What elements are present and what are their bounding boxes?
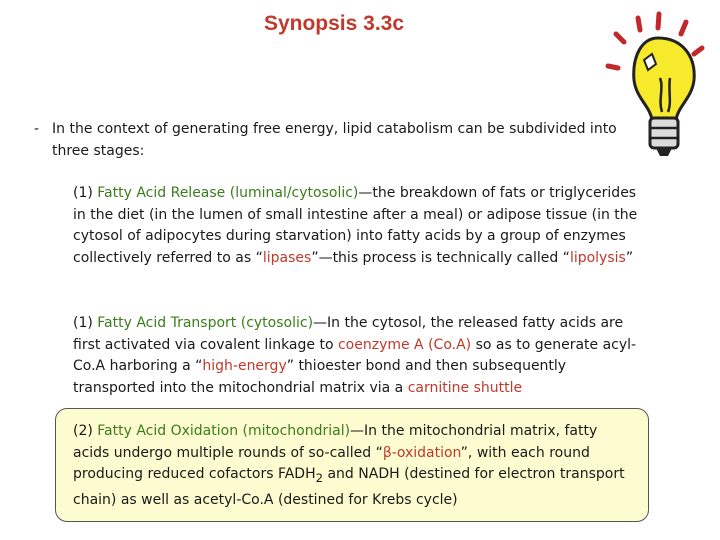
term-coenzyme-a: coenzyme A (Co.A) — [337, 336, 472, 353]
stage-heading: Fatty Acid Oxidation (mitochondrial) — [97, 423, 351, 439]
stage-text: ” — [625, 249, 634, 266]
stage-text: and NADH (destined for electron transport chain) as well as acetyl-Co.A (destined for Krebs cycle) — [73, 466, 625, 508]
stage-text: —the breakdown of fats or triglycerides in the diet (in the lumen of small intestine after a meal) or adipose tissue (in the cytosol of adipocytes during starvation) into fatty acids by a group of enzymes collectively referred to as “ — [73, 185, 638, 266]
stage-fatty-acid-release — [73, 183, 638, 269]
stage-prefix: (1) — [73, 315, 98, 331]
bullet-dash: - — [34, 121, 40, 137]
stage-prefix: (2) — [73, 423, 98, 439]
stage-heading: Fatty Acid Transport (cytosolic) — [97, 315, 314, 331]
term-beta-oxidation: β-oxidation — [382, 444, 461, 461]
term-high-energy: high-energy — [202, 358, 287, 375]
page-title: Synopsis 3.3c — [263, 12, 405, 35]
term-lipolysis: lipolysis — [569, 249, 626, 266]
stage-fatty-acid-oxidation — [73, 421, 638, 511]
stage-text: ”, with each round producing reduced cofactors FADH — [73, 444, 590, 483]
stage-heading: Fatty Acid Release (luminal/cytosolic) — [97, 185, 359, 201]
stage-text: —In the cytosol, the released fatty acids are first activated via covalent linkage to — [73, 315, 624, 353]
intro-bullet — [34, 118, 644, 162]
stage-text: ” thioester bond and then subsequently transported into the mitochondrial matrix via a — [73, 358, 567, 396]
stage-fatty-acid-transport — [73, 313, 638, 399]
subscript-2: 2 — [315, 470, 324, 485]
stage-text: ”—this process is technically called “ — [311, 249, 570, 266]
intro-text: In the context of generating free energy, lipid catabolism can be subdivided into three stages: — [52, 121, 617, 159]
term-lipases: lipases — [262, 249, 312, 266]
stage-prefix: (1) — [73, 185, 98, 201]
stage-text: so as to generate acyl-Co.A harboring a “ — [73, 336, 637, 375]
term-carnitine-shuttle: carnitine shuttle — [407, 379, 523, 396]
stage-text: —In the mitochondrial matrix, fatty acids undergo multiple rounds of so-called “ — [73, 423, 598, 461]
